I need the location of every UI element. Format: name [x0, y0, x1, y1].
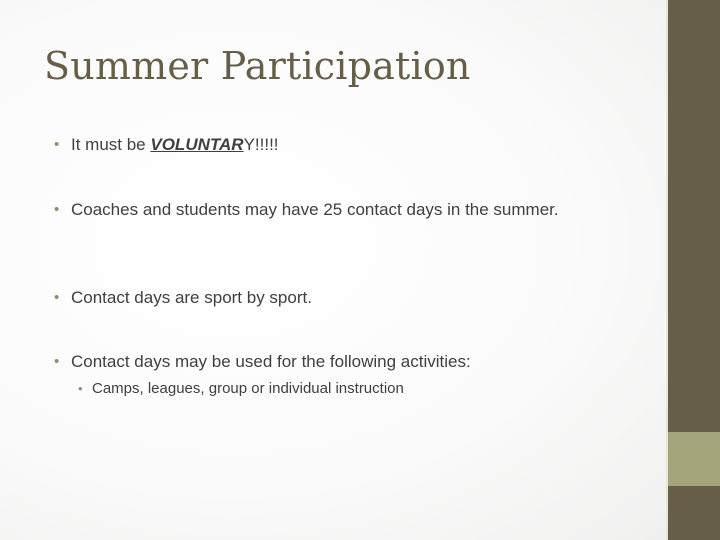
sub-bullet-activities-list	[78, 378, 404, 400]
slide-title: Summer Participation	[44, 44, 471, 88]
bullet-voluntary	[54, 132, 279, 157]
bullet-activities-text: Contact days may be used for the following activities:	[71, 352, 471, 371]
bullet-contact-days-count	[54, 197, 559, 222]
bullet-contact-days-count-text: Coaches and students may have 25 contact days in the summer.	[71, 200, 559, 219]
bullet-sport-by-sport	[54, 285, 312, 310]
side-bar-accent-block	[668, 432, 720, 486]
bullet-voluntary-emphasis: VOLUNTAR	[150, 135, 244, 154]
bullet-sport-by-sport-text: Contact days are sport by sport.	[71, 288, 312, 307]
bullet-activities	[54, 349, 471, 374]
bullet-voluntary-suffix: Y!!!!!	[243, 135, 279, 154]
sub-bullet-activities-text: Camps, leagues, group or individual instruction	[92, 380, 404, 397]
bullet-voluntary-prefix: It must be	[71, 135, 151, 154]
